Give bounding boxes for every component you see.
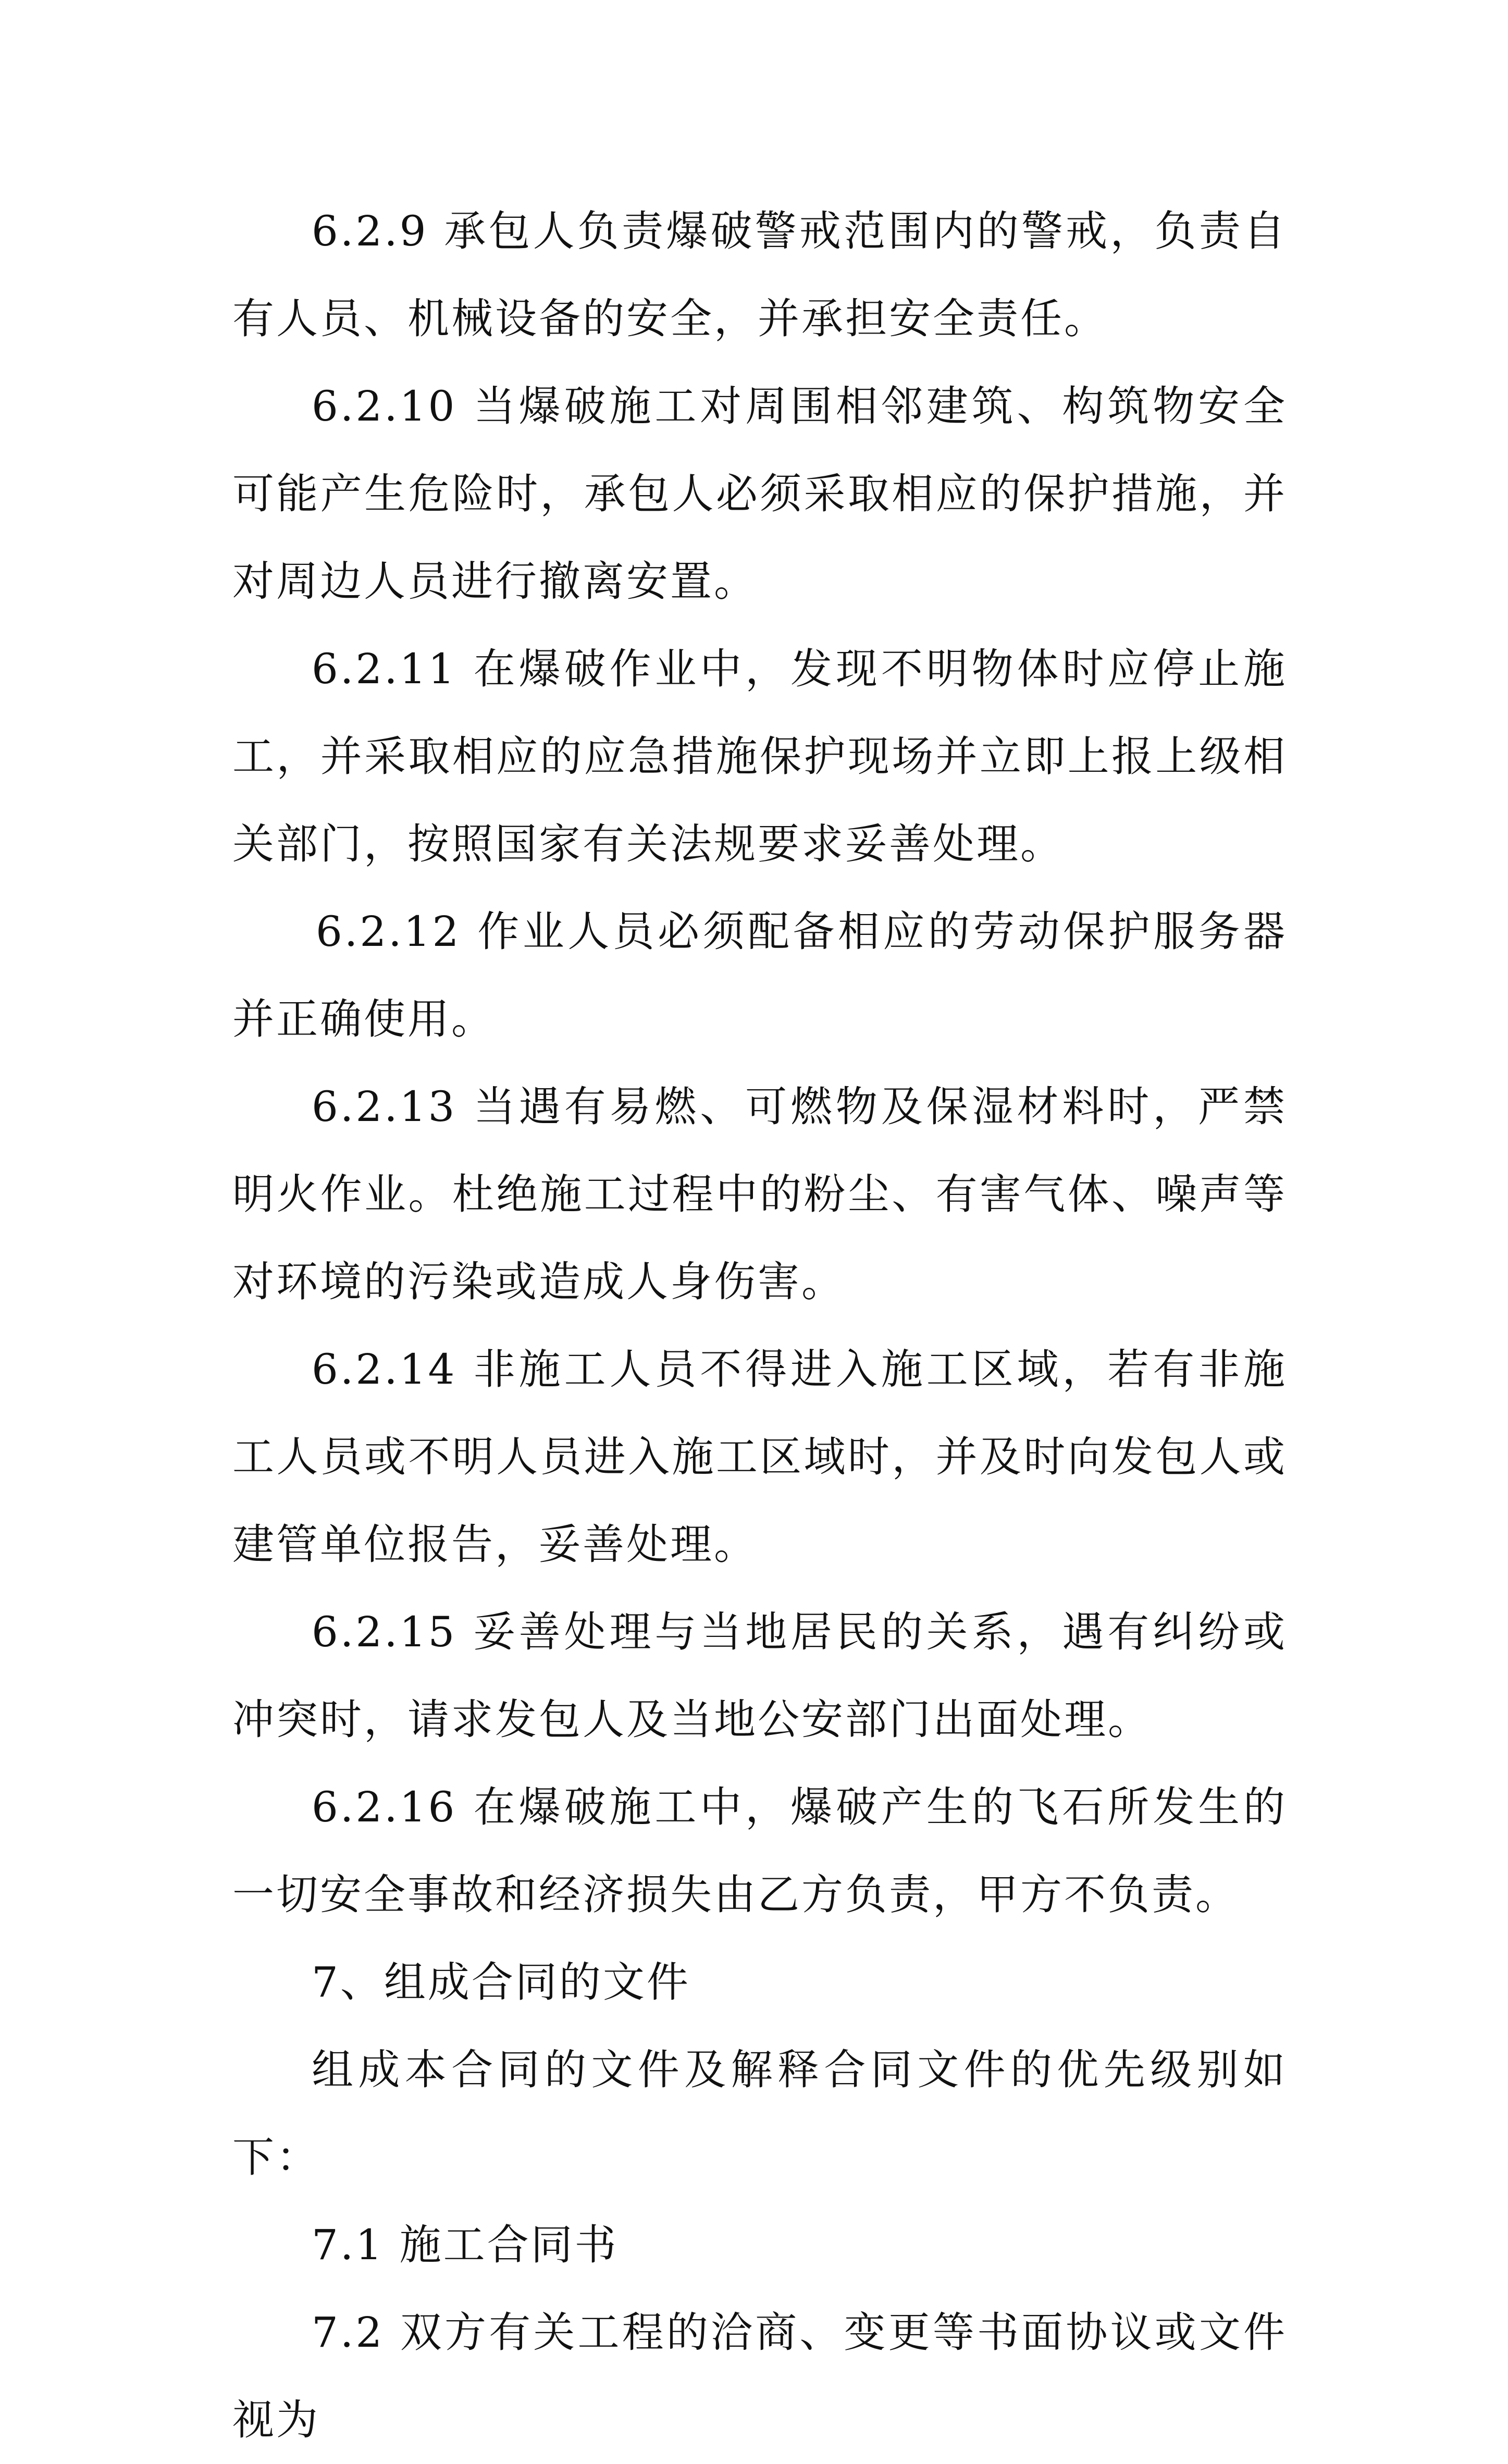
clause-6-2-9: 6.2.9 承包人负责爆破警戒范围内的警戒，负责自有人员、机械设备的安全，并承担安全责任。 bbox=[232, 207, 1287, 343]
section-7-intro: 组成本合同的文件及解释合同文件的优先级别如下： bbox=[232, 2046, 1287, 2182]
clause-6-2-13: 6.2.13 当遇有易燃、可燃物及保湿材料时，严禁明火作业。杜绝施工过程中的粉尘、有害气体、噪声等对环境的污染或造成人身伤害。 bbox=[232, 1082, 1287, 1306]
clause-7-1: 7.1 施工合同书 bbox=[312, 2221, 619, 2269]
clause-6-2-16: 6.2.16 在爆破施工中，爆破产生的飞石所发生的一切安全事故和经济损失由乙方负责，甲方不负责。 bbox=[232, 1783, 1287, 1919]
clause-7-2: 7.2 双方有关工程的洽商、变更等书面协议或文件视为 bbox=[232, 2308, 1287, 2444]
clause-6-2-14: 6.2.14 非施工人员不得进入施工区域，若有非施工人员或不明人员进入施工区域时，并及时向发包人或建管单位报告，妥善处理。 bbox=[232, 1345, 1287, 1569]
clause-6-2-15: 6.2.15 妥善处理与当地居民的关系，遇有纠纷或冲突时，请求发包人及当地公安部门出面处理。 bbox=[232, 1608, 1287, 1744]
clause-6-2-11: 6.2.11 在爆破作业中，发现不明物体时应停止施工，并采取相应的应急措施保护现场并立即上报上级相关部门，按照国家有关法规要求妥善处理。 bbox=[232, 645, 1287, 868]
clause-6-2-12: 6.2.12 作业人员必须配备相应的劳动保护服务器并正确使用。 bbox=[232, 907, 1287, 1043]
document-body bbox=[232, 188, 1287, 2464]
clause-6-2-10: 6.2.10 当爆破施工对周围相邻建筑、构筑物安全可能产生危险时，承包人必须采取相应的保护措施，并对周边人员进行撤离安置。 bbox=[232, 382, 1287, 606]
section-7-heading: 7、组成合同的文件 bbox=[312, 1958, 690, 2006]
